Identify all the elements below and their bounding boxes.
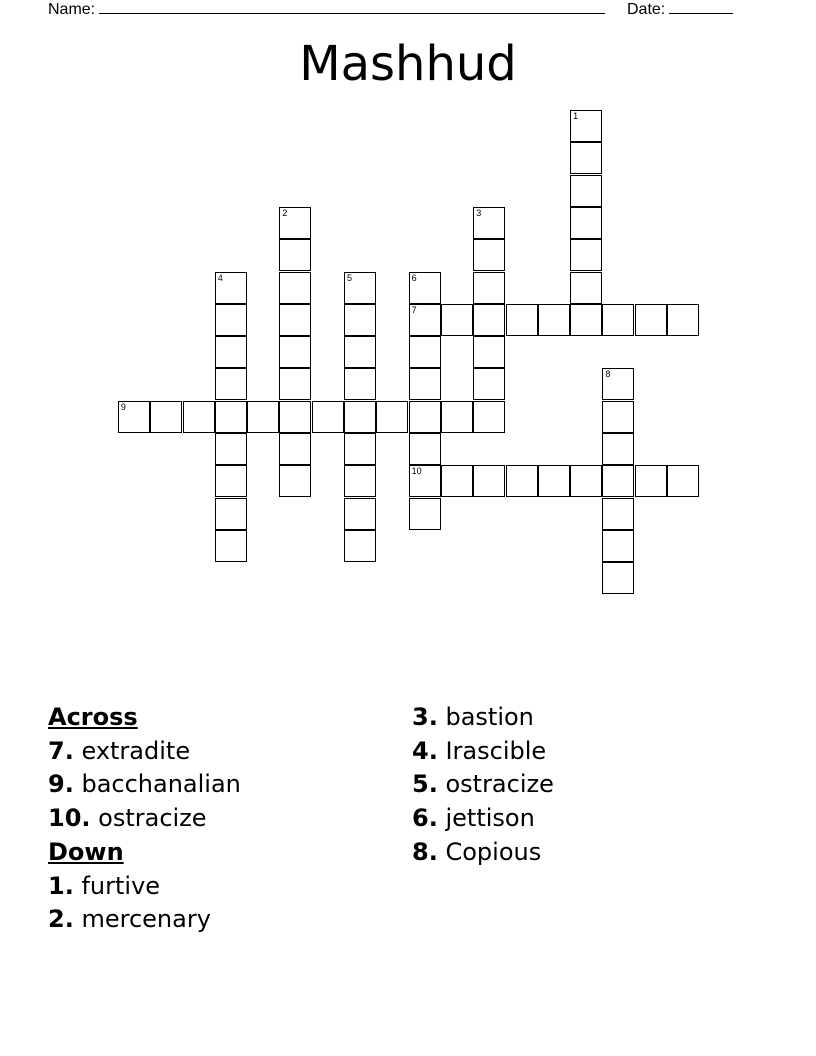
clue-across-9: 9. bacchanalian [48, 770, 241, 799]
clue-column-left [48, 701, 241, 937]
grid-cell[interactable] [344, 465, 376, 497]
grid-cell[interactable] [473, 239, 505, 271]
clue-down-3: 3. bastion [412, 703, 534, 731]
grid-cell[interactable] [602, 465, 634, 497]
grid-cell[interactable] [602, 562, 634, 594]
grid-cell[interactable] [667, 465, 699, 497]
grid-cell[interactable] [473, 465, 505, 497]
grid-cell[interactable] [279, 304, 311, 336]
grid-cell[interactable] [635, 304, 667, 336]
grid-cell[interactable] [215, 401, 247, 433]
grid-cell[interactable] [279, 368, 311, 400]
grid-cell[interactable] [376, 401, 408, 433]
grid-cell[interactable] [506, 304, 538, 336]
grid-cell[interactable] [409, 272, 441, 304]
grid-cell[interactable] [409, 433, 441, 465]
grid-cell[interactable] [409, 336, 441, 368]
grid-cell[interactable] [409, 401, 441, 433]
grid-cell[interactable] [473, 304, 505, 336]
grid-cell[interactable] [215, 272, 247, 304]
grid-cell[interactable] [215, 304, 247, 336]
grid-cell[interactable] [344, 498, 376, 530]
grid-cell[interactable] [344, 401, 376, 433]
grid-cell[interactable] [667, 304, 699, 336]
clue-number: 1 [573, 111, 579, 121]
puzzle-title: Mashhud [299, 36, 517, 92]
grid-cell[interactable] [570, 304, 602, 336]
grid-cell[interactable] [602, 498, 634, 530]
grid-cell[interactable] [570, 465, 602, 497]
clue-number: 6 [411, 272, 417, 283]
clue-number: 8 [605, 369, 611, 380]
clue-column-right [412, 701, 554, 870]
grid-cell[interactable] [344, 368, 376, 400]
grid-cell[interactable] [344, 272, 376, 304]
down-heading: Down [48, 837, 124, 866]
grid-cell[interactable] [312, 401, 344, 433]
grid-cell[interactable] [602, 401, 634, 433]
grid-cell[interactable] [570, 110, 602, 142]
grid-cell[interactable] [602, 433, 634, 465]
grid-cell[interactable] [215, 498, 247, 530]
clue-down-4: 4. Irascible [412, 736, 547, 765]
grid-cell[interactable] [473, 336, 505, 368]
grid-cell[interactable] [570, 272, 602, 304]
grid-cell[interactable] [441, 465, 473, 497]
grid-cell[interactable] [538, 465, 570, 497]
grid-cell[interactable] [570, 142, 602, 174]
grid-cell[interactable] [441, 401, 473, 433]
clue-number: 10 [411, 466, 422, 477]
grid-cell[interactable] [344, 336, 376, 368]
grid-cell[interactable] [602, 304, 634, 336]
clue-across-10: 10. ostracize [48, 804, 207, 833]
grid-cell[interactable] [279, 207, 311, 239]
grid-cell[interactable] [344, 530, 376, 562]
grid-cell[interactable] [473, 368, 505, 400]
grid-cell[interactable] [344, 304, 376, 336]
grid-cell[interactable] [602, 530, 634, 562]
grid-cell[interactable] [441, 304, 473, 336]
grid-cell[interactable] [635, 465, 667, 497]
grid-cell[interactable] [538, 304, 570, 336]
grid-cell[interactable] [279, 239, 311, 271]
grid-cell[interactable] [570, 239, 602, 271]
grid-cell[interactable] [279, 336, 311, 368]
grid-cell[interactable] [473, 272, 505, 304]
clue-down-8: 8. Copious [412, 837, 542, 866]
grid-cell[interactable] [215, 465, 247, 497]
grid-cell[interactable] [215, 368, 247, 400]
grid-cell[interactable] [570, 207, 602, 239]
grid-cell[interactable] [570, 175, 602, 207]
across-heading: Across [48, 703, 138, 731]
clue-down-1: 1. furtive [48, 871, 161, 900]
grid-cell[interactable] [279, 272, 311, 304]
grid-cell[interactable] [183, 401, 215, 433]
grid-cell[interactable] [473, 207, 505, 239]
grid-cell[interactable] [150, 401, 182, 433]
grid-cell[interactable] [409, 304, 441, 336]
grid-cell[interactable] [118, 401, 150, 433]
clue-down-6: 6. jettison [412, 804, 535, 833]
grid-cell[interactable] [215, 336, 247, 368]
clue-number: 9 [120, 401, 126, 412]
date-label: Date: [627, 1, 666, 18]
grid-cell[interactable] [215, 433, 247, 465]
grid-cell[interactable] [473, 401, 505, 433]
clue-number: 5 [347, 272, 353, 283]
grid-cell[interactable] [344, 433, 376, 465]
grid-cell[interactable] [279, 401, 311, 433]
grid-cell[interactable] [409, 498, 441, 530]
grid-cell[interactable] [409, 465, 441, 497]
clue-number: 4 [217, 272, 223, 283]
name-label: Name: [48, 1, 96, 18]
clue-number: 7 [411, 304, 417, 315]
clue-number: 2 [282, 207, 288, 218]
clue-number: 3 [476, 207, 482, 218]
grid-cell[interactable] [279, 465, 311, 497]
grid-cell[interactable] [409, 368, 441, 400]
grid-cell[interactable] [247, 401, 279, 433]
clue-down-5: 5. ostracize [412, 770, 554, 799]
grid-cell[interactable] [602, 368, 634, 400]
grid-cell[interactable] [506, 465, 538, 497]
clue-down-2: 2. mercenary [48, 905, 211, 934]
grid-cell[interactable] [215, 530, 247, 562]
clue-across-7: 7. extradite [48, 736, 191, 765]
grid-cell[interactable] [279, 433, 311, 465]
